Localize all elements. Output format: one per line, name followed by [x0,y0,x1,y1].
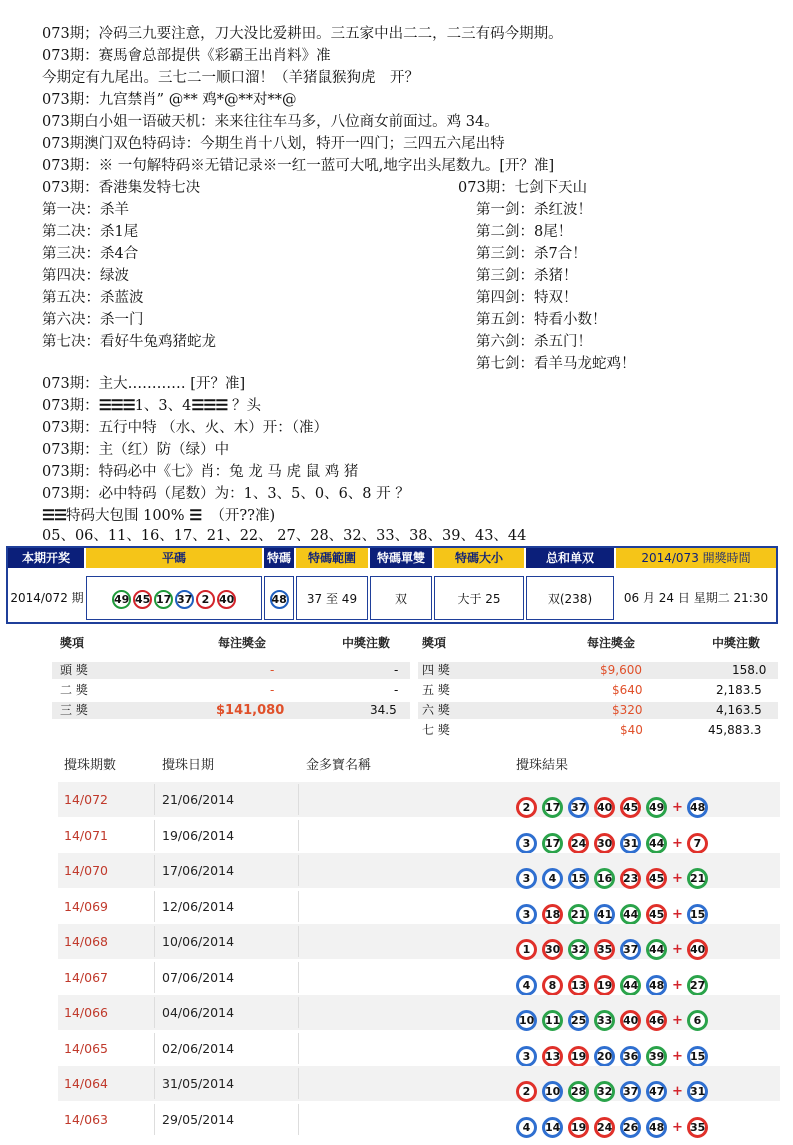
lottery-ball: 45 [646,904,667,925]
right-col-item: 第四剑：特双！ [476,290,578,306]
lottery-ball: 47 [646,1081,667,1102]
special-lottery-ball: 27 [687,975,708,996]
lower-line: 073期：必中特码（尾数）为：1、3、5、0、6、8 开 ？ [42,486,410,502]
ball: 37 [175,590,194,609]
lottery-ball: 49 [646,797,667,818]
lottery-ball: 45 [620,797,641,818]
draw-number[interactable]: 14/063 [64,1111,108,1127]
draw-header: 攪珠結果 [516,758,569,773]
lottery-ball: 19 [594,975,615,996]
lottery-ball: 35 [594,939,615,960]
table-row [58,1066,780,1101]
lottery-ball: 24 [594,1117,615,1138]
prize-count: 2,183.5 [716,683,762,697]
info-odd-even: 双 [370,576,432,620]
prize-amount: $320 [612,703,643,717]
left-col-item: 第一决：杀羊 [42,202,129,218]
lottery-ball: 46 [646,1010,667,1031]
prize-header: 中獎注數 [342,636,391,650]
prize-row [52,682,410,699]
column-divider [154,820,155,851]
draw-balls [516,825,713,851]
prize-row [418,682,778,699]
draw-balls [516,896,713,922]
column-divider [298,962,299,993]
column-divider [154,1104,155,1135]
left-col-item: 第六决：杀一门 [42,312,144,328]
prize-row [52,702,410,719]
info-sum: 双(238) [526,576,614,620]
draw-balls [516,1002,713,1028]
info-header: 总和单双 [526,548,614,568]
prize-name: 頭 獎 [60,663,88,677]
lottery-ball: 2 [516,797,537,818]
table-row [58,782,780,817]
special-lottery-ball: 6 [687,1010,708,1031]
special-lottery-ball: 48 [687,797,708,818]
draw-balls [516,1073,713,1099]
text-line: 073期：※ 一句解特码※无错记录※一红一蓝可大吼,地字出头尾数九。[开？准] [42,158,555,174]
lottery-ball: 3 [516,833,537,854]
ball: 2 [196,590,215,609]
draw-header: 攪珠期數 [64,758,117,773]
bar-glyph: ☰ [189,507,202,524]
lottery-ball: 2 [516,1081,537,1102]
lottery-ball: 1 [516,939,537,960]
range-open: （开??准) [210,508,276,524]
right-col-item: 第三剑：杀猪！ [476,268,578,284]
left-col-title: 073期：香港集发特七决 [42,180,201,196]
table-row [58,995,780,1030]
column-divider [154,1068,155,1099]
lottery-ball: 17 [542,797,563,818]
bar-glyph: ☰☰☰ [191,397,228,414]
text-line: 073期澳门双色特码诗：今期生肖十八划，特开一四门；三四五六尾出特 [42,136,505,152]
lottery-ball: 3 [516,904,537,925]
column-divider [154,855,155,886]
draw-date: 04/06/2014 [162,1005,235,1020]
special-lottery-ball: 7 [687,833,708,854]
prize-name: 三 獎 [60,703,88,717]
draw-number[interactable]: 14/065 [64,1040,108,1056]
info-time: 06 月 24 日 星期二 21:30 [616,576,776,620]
right-col-title: 073期：七剑下天山 [458,180,588,196]
plus-icon: + [672,1084,683,1099]
lottery-ball: 36 [620,1046,641,1067]
lottery-ball: 4 [516,975,537,996]
info-range: 37 至 49 [296,576,368,620]
prize-header: 每注獎金 [587,636,636,650]
draw-date: 19/06/2014 [162,827,235,843]
prize-amount: $9,600 [600,663,642,677]
table-row [58,960,780,995]
draw-date: 12/06/2014 [162,898,235,914]
prize-row [418,722,778,739]
draw-balls [516,931,713,957]
draw-balls [516,967,713,993]
lottery-ball: 44 [620,975,641,996]
table-row [58,853,780,888]
lower-line: 05、06、11、16、17、21、22、 27、28、32、33、38、39、43、44 [42,528,527,544]
info-header: 本期开奖 [8,548,84,568]
prize-name: 六 獎 [422,703,450,717]
prize-name: 七 獎 [422,723,450,737]
plus-icon: + [672,942,683,957]
left-col-item: 第四决：绿波 [42,268,129,284]
column-divider [154,926,155,957]
lottery-ball: 25 [568,1010,589,1031]
lottery-ball: 4 [516,1117,537,1138]
lottery-ball: 48 [646,975,667,996]
lottery-ball: 40 [620,1010,641,1031]
table-row [58,818,780,853]
info-header: 特碼 [264,548,294,568]
draw-number[interactable]: 14/067 [64,969,108,985]
column-divider [298,891,299,922]
prize-header: 每注獎金 [218,636,267,650]
column-divider [298,784,299,815]
special-lottery-ball: 15 [687,904,708,925]
lottery-ball: 37 [568,797,589,818]
lower-line-range [42,506,275,526]
text-line: 073期；冷码三九要注意，刀大没比爱耕田。三五家中出二二，二三有码今期期。 [42,26,563,42]
prize-count: 45,883.3 [708,723,762,737]
draw-date: 10/06/2014 [162,934,235,949]
prize-header: 獎項 [60,636,85,650]
lottery-ball: 21 [568,904,589,925]
lower-line-prefix: 073期： [42,398,99,414]
draw-date: 29/05/2014 [162,1111,235,1127]
ball: 49 [112,590,131,609]
info-period: 2014/072 期 [10,576,84,620]
right-col-item: 第一剑：杀红波！ [476,202,592,218]
lottery-ball: 19 [568,1117,589,1138]
draw-balls [516,1109,713,1135]
lottery-ball: 13 [568,975,589,996]
lottery-ball: 37 [620,939,641,960]
table-row [58,889,780,924]
draw-balls [516,1038,713,1064]
right-col-item: 第三剑：杀7合！ [476,246,587,262]
plus-icon: + [672,1119,683,1135]
bar-glyph: ☰☰☰ [98,397,135,414]
lottery-ball: 44 [620,904,641,925]
prize-name: 四 獎 [422,663,450,677]
lottery-ball: 10 [542,1081,563,1102]
lottery-ball: 39 [646,1046,667,1067]
info-header: 特碼大小 [434,548,524,568]
plus-icon: + [672,871,683,886]
lottery-ball: 24 [568,833,589,854]
text-line: 073期白小姐一语破天机：来来往往车马多，八位商女前面过。鸡 34。 [42,114,499,130]
lower-line: 073期：特码必中《七》肖：兔 龙 马 虎 鼠 鸡 猪 [42,464,359,480]
bold-tail: ？头 [227,398,261,414]
lottery-ball: 33 [594,1010,615,1031]
bar-glyph: ☰☰ [42,507,66,524]
prize-row [52,662,410,679]
column-divider [298,997,299,1028]
prize-amount: - [270,683,275,697]
plus-icon: + [672,835,683,851]
prize-amount: - [270,663,275,677]
lottery-ball: 13 [542,1046,563,1067]
lottery-ball: 37 [620,1081,641,1102]
column-divider [154,1033,155,1064]
plus-icon: + [672,977,683,993]
draw-date: 31/05/2014 [162,1076,235,1091]
lottery-ball: 26 [620,1117,641,1138]
draw-number[interactable]: 14/069 [64,898,108,914]
column-divider [154,997,155,1028]
special-lottery-ball: 15 [687,1046,708,1067]
prize-header: 中獎注數 [712,636,761,650]
lottery-ball: 11 [542,1010,563,1031]
lower-line-bold [42,396,261,416]
prize-name: 二 獎 [60,683,88,697]
ball: 45 [133,590,152,609]
draw-number[interactable]: 14/071 [64,827,108,843]
column-divider [298,1068,299,1099]
prize-amount: $40 [620,723,643,737]
text-line: 073期：九宫禁肖” @** 鸡*@**对**@ [42,92,297,108]
draw-number[interactable]: 14/072 [64,792,108,807]
left-col-item: 第七决：看好牛兔鸡猪蛇龙 [42,334,216,350]
column-divider [298,820,299,851]
prize-row [418,702,778,719]
prize-count: 158.0 [732,663,767,677]
lottery-ball: 44 [646,833,667,854]
lottery-ball: 10 [516,1010,537,1031]
plus-icon: + [672,800,683,815]
lottery-ball: 14 [542,1117,563,1138]
lottery-ball: 41 [594,904,615,925]
lottery-ball: 20 [594,1046,615,1067]
lottery-ball: 28 [568,1081,589,1102]
lottery-ball: 17 [542,833,563,854]
plus-icon: + [672,1048,683,1064]
left-col-item: 第五决：杀蓝波 [42,290,144,306]
info-special [264,576,294,620]
draw-date: 02/06/2014 [162,1040,235,1056]
left-col-item: 第三决：杀4合 [42,246,139,262]
ball: 17 [154,590,173,609]
lottery-ball: 31 [620,833,641,854]
lottery-ball: 18 [542,904,563,925]
lottery-ball: 19 [568,1046,589,1067]
ball: 40 [217,590,236,609]
draw-date: 21/06/2014 [162,792,235,807]
prize-name: 五 獎 [422,683,450,697]
draw-header: 攪珠日期 [162,758,215,773]
special-ball: 48 [270,590,289,609]
lottery-ball: 48 [646,1117,667,1138]
draw-balls [516,789,713,815]
draw-number[interactable]: 14/064 [64,1076,108,1091]
lottery-ball: 8 [542,975,563,996]
right-col-item: 第五剑：特看小数！ [476,312,607,328]
table-row [58,924,780,959]
column-divider [154,784,155,815]
lower-line: 073期：主（红）防（绿）中 [42,442,230,458]
draw-number[interactable]: 14/068 [64,934,108,949]
draw-header: 金多寶名稱 [306,758,372,773]
lottery-ball: 45 [646,868,667,889]
lottery-ball: 3 [516,1046,537,1067]
right-col-item: 第七剑：看羊马龙蛇鸡！ [476,356,636,372]
text-line: 今期定有九尾出。三七二一顺口溜！（羊猪鼠猴狗虎 开？ [42,70,419,86]
prize-amount: $141,080 [216,703,285,718]
table-row [58,1102,780,1137]
special-lottery-ball: 40 [687,939,708,960]
info-size: 大于 25 [434,576,524,620]
lottery-ball: 3 [516,868,537,889]
lottery-ball: 15 [568,868,589,889]
prize-count: 4,163.5 [716,703,762,717]
special-lottery-ball: 31 [687,1081,708,1102]
draw-date: 07/06/2014 [162,969,235,985]
right-col-item: 第六剑：杀五门！ [476,334,592,350]
lottery-ball: 4 [542,868,563,889]
special-lottery-ball: 35 [687,1117,708,1138]
plus-icon: + [672,1013,683,1028]
lottery-ball: 30 [594,833,615,854]
info-header: 特碼單雙 [370,548,432,568]
plus-icon: + [672,906,683,922]
range-text: 特码大包围 100% [66,508,185,524]
lottery-ball: 30 [542,939,563,960]
prize-count: - [394,663,399,677]
info-header: 特碼範圍 [296,548,368,568]
lower-line: 073期：五行中特 （水、火、木）开：（准） [42,420,329,436]
lottery-ball: 32 [568,939,589,960]
info-header: 2014/073 開獎時間 [616,548,776,568]
text-section [0,0,793,545]
column-divider [298,1104,299,1135]
draw-date: 17/06/2014 [162,863,235,878]
right-col-item: 第二剑：8尾！ [476,224,573,240]
prize-amount: $640 [612,683,643,697]
column-divider [298,1033,299,1064]
lower-line: 073期：主大………… [开？准] [42,376,246,392]
draw-number[interactable]: 14/070 [64,863,108,878]
column-divider [154,891,155,922]
prize-count: 34.5 [370,703,397,717]
draw-balls [516,860,713,886]
info-balls [86,576,262,620]
table-row [58,1031,780,1066]
prize-count: - [394,683,399,697]
draw-number[interactable]: 14/066 [64,1005,108,1020]
draw-info-table [6,546,778,624]
left-col-item: 第二决：杀1尾 [42,224,139,240]
column-divider [154,962,155,993]
info-header: 平碼 [86,548,262,568]
text-line: 073期：赛馬會总部提供《彩霸王出肖料》准 [42,48,331,64]
prize-row [418,662,778,679]
column-divider [298,926,299,957]
column-divider [298,855,299,886]
bold-mid: 1、3、4 [134,398,192,414]
special-lottery-ball: 21 [687,868,708,889]
lottery-ball: 23 [620,868,641,889]
prize-header: 獎項 [422,636,447,650]
lottery-ball: 16 [594,868,615,889]
lottery-ball: 32 [594,1081,615,1102]
lottery-ball: 44 [646,939,667,960]
lottery-ball: 40 [594,797,615,818]
